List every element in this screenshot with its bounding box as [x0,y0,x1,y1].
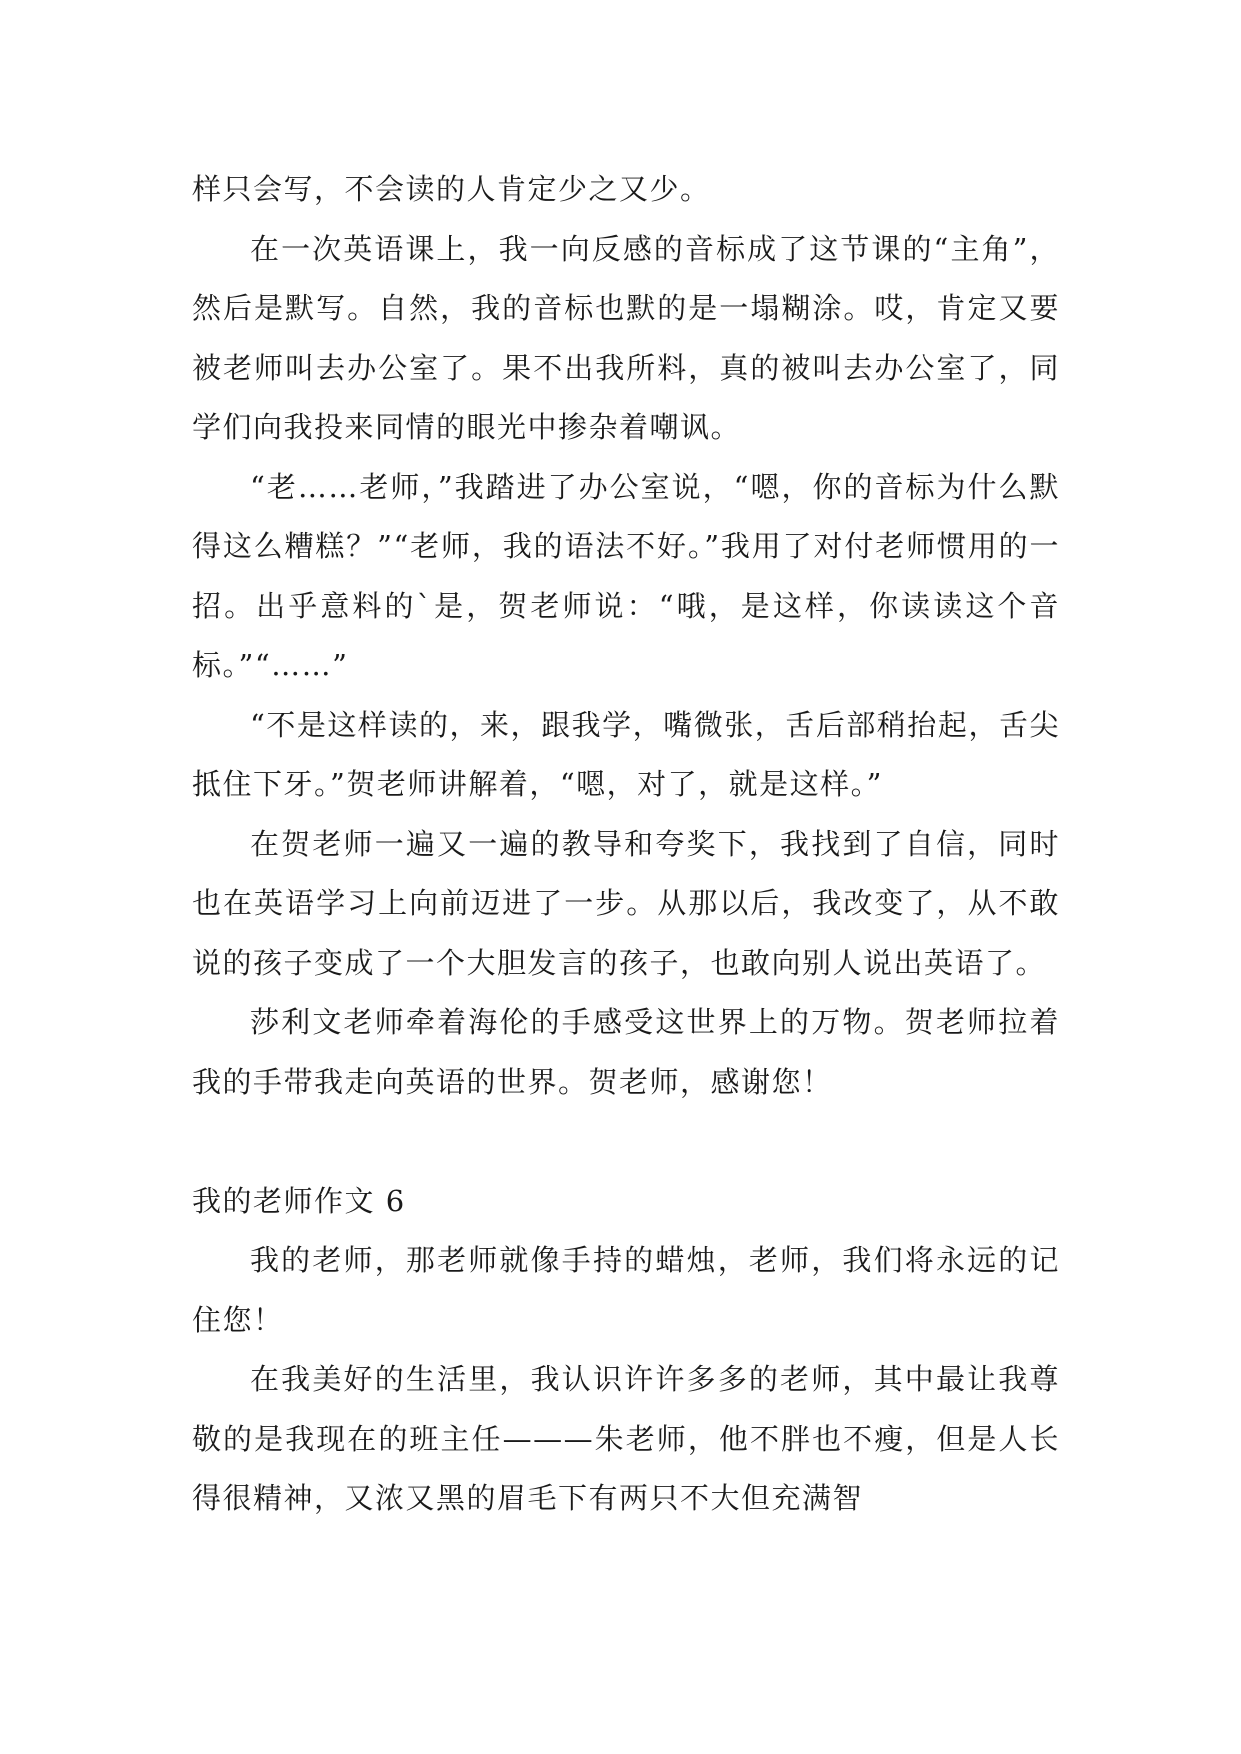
paragraph-head-teacher: 在我美好的生活里，我认识许许多多的老师，其中最让我尊敬的是我现在的班主任———朱老师，他不胖也不瘦，但是人长得很精神，又浓又黑的眉毛下有两只不大但充满智 [192,1362,1060,1515]
paragraph-continuation: 样只会写，不会读的人肯定少之又少。 [192,172,711,206]
paragraph-pronunciation: “不是这样读的，来，跟我学，嘴微张，舌后部稍抬起，舌尖抵住下牙。”贺老师讲解着，“嗯，对了，就是这样。” [192,707,1060,801]
paragraph-candle: 我的老师，那老师就像手持的蜡烛，老师，我们将永远的记住您！ [192,1243,1060,1337]
section-title: 我的老师作文 6 [192,1183,406,1218]
paragraph-english-class: 在一次英语课上，我一向反感的音标成了这节课的“主角”，然后是默写。自然，我的音标也默的是一塌糊涂。哎，肯定又要被老师叫去办公室了。果不出我所料，真的被叫去办公室了，同学们向我投来同情的眼光中掺杂着嘲讽。 [192,231,1060,444]
paragraph-confidence: 在贺老师一遍又一遍的教导和夸奖下，我找到了自信，同时也在英语学习上向前迈进了一步。从那以后，我改变了，从不敢说的孩子变成了一个大胆发言的孩子，也敢向别人说出英语了。 [192,826,1060,980]
document-body [192,160,1060,1529]
paragraph-office-dialogue: “老……老师，”我踏进了办公室说，“嗯，你的音标为什么默得这么糟糕？”“老师，我的语法不好。”我用了对付老师惯用的一招。出乎意料的`是，贺老师说：“哦，是这样，你读读这个音标。”“……” [192,469,1060,682]
paragraph-thanks: 莎利文老师牵着海伦的手感受这世界上的万物。贺老师拉着我的手带我走向英语的世界。贺老师，感谢您！ [192,1005,1060,1099]
